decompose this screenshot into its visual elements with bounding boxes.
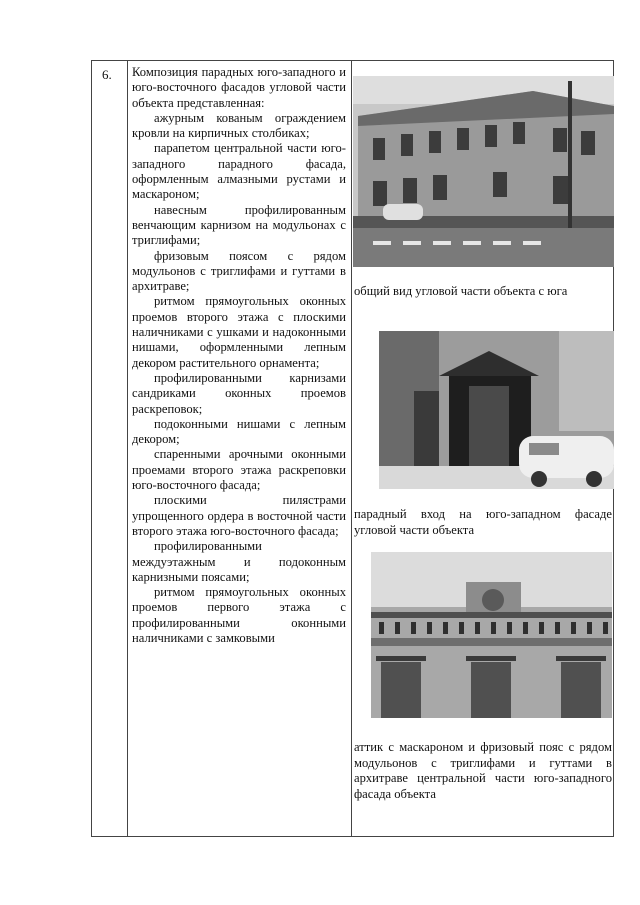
- description-cell: [132, 65, 346, 646]
- photo-main-entrance: [379, 331, 614, 489]
- paragraph: навесным профилированным венчающим карнизом на модульонах с триглифами;: [132, 202, 346, 248]
- paragraph: подоконными нишами с лепным декором;: [132, 416, 346, 447]
- paragraph: профилированными карнизами сандриками оконных проемов раскреповок;: [132, 370, 346, 416]
- paragraph: ажурным кованым ограждением кровли на кирпичных столбиках;: [132, 110, 346, 141]
- paragraph: профилированными междуэтажным и подоконным карнизными поясами;: [132, 539, 346, 584]
- paragraph: парапетом центральной части юго-западного парадного фасада, оформленным алмазными рустами и маскароном;: [132, 141, 346, 202]
- paragraph: плоскими пилястрами упрощенного ордера в восточной части второго этажа юго-восточного фасада;: [132, 493, 346, 538]
- paragraph: ритмом прямоугольных оконных проемов первого этажа с профилированными оконными наличниками с замковыми: [132, 585, 346, 645]
- paragraph: фризовым поясом с рядом модульонов с триглифами и гуттами в архитраве;: [132, 248, 346, 294]
- description-table: [91, 60, 614, 837]
- paragraph: Композиция парадных юго-западного и юго-восточного фасадов угловой части объекта представленная:: [132, 65, 346, 110]
- column-divider-1: [127, 61, 128, 836]
- caption-photo3: аттик с маскароном и фризовый пояс с рядом модульонов с триглифами и гуттами в архитраве центральной части юго-западного фасада объекта: [354, 740, 612, 801]
- caption-photo1: общий вид угловой части объекта с юга: [354, 284, 568, 298]
- photo-building-corner-view: [353, 76, 614, 267]
- paragraph: ритмом прямоугольных оконных проемов второго этажа с плоскими наличниками с ушками и надоконными нишами, оформленными лепным декором растительного орнамента;: [132, 294, 346, 370]
- photo-attic-mascaron: [371, 552, 612, 718]
- column-divider-2: [351, 61, 352, 836]
- caption-photo2: парадный вход на юго-западном фасаде угловой части объекта: [354, 507, 612, 537]
- row-number: 6.: [102, 67, 112, 82]
- paragraph: спаренными арочными оконными проемами второго этажа раскреповки юго-восточного фасада;: [132, 447, 346, 493]
